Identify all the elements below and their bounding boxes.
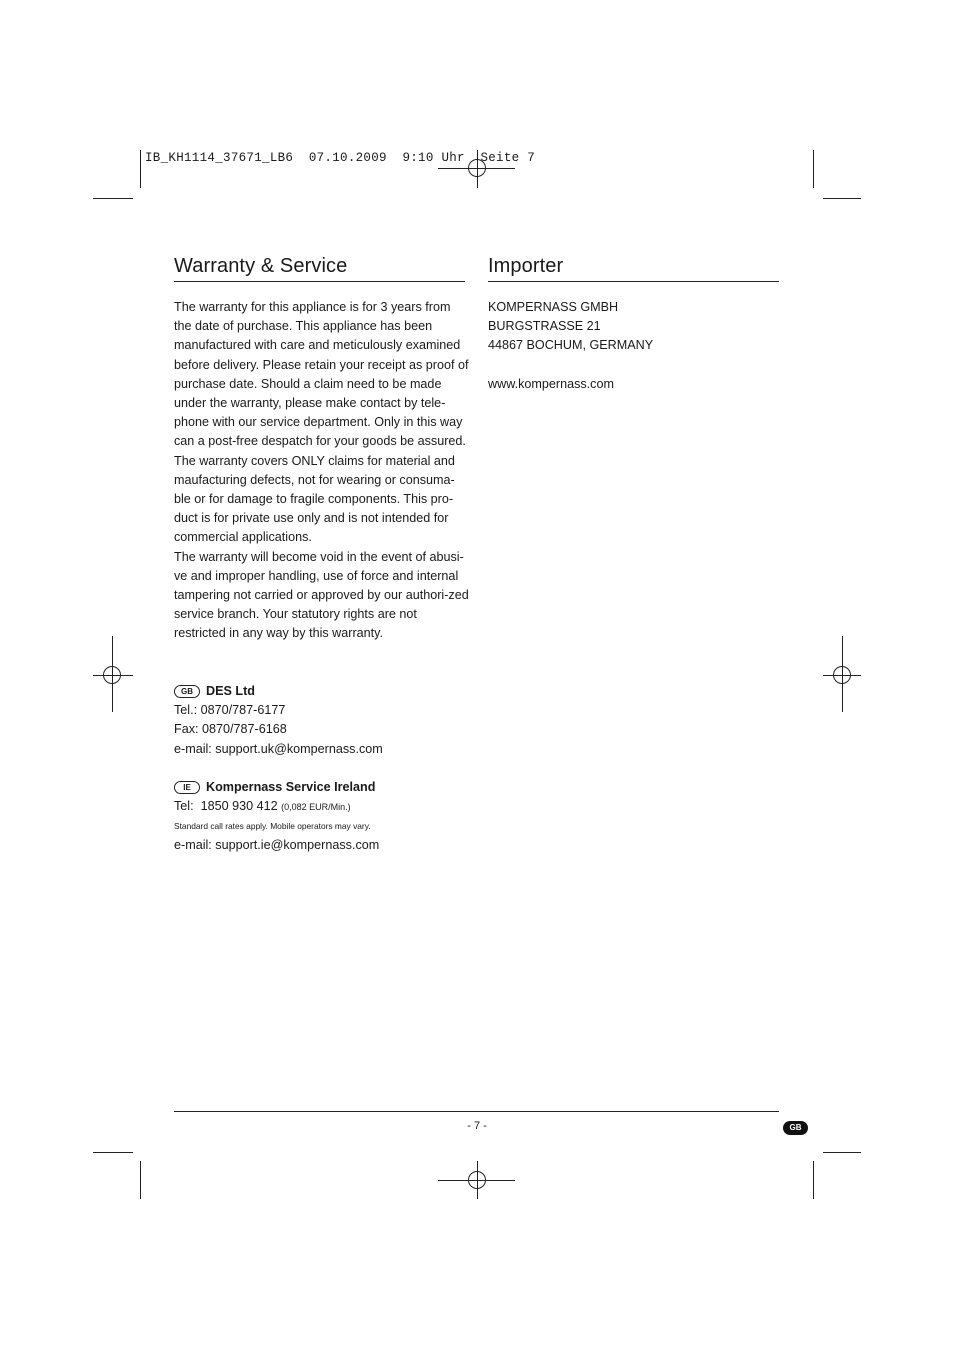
- contact-ie-email: e-mail: support.ie@kompernass.com: [174, 838, 380, 853]
- importer-address: [488, 298, 653, 394]
- contact-gb-title: [174, 682, 383, 701]
- contact-ie-tel-label: Tel:: [174, 799, 194, 814]
- warranty-paragraph: The warranty covers ONLY claims for material and maufacturing defects, not for wearing or consuma-ble or for damage to fragile components. This pro-duct is for private use only and is not intended for commercial applications.: [174, 453, 455, 545]
- contact-gb: [174, 682, 383, 759]
- warranty-paragraph: The warranty will become void in the event of abusi-ve and improper handling, use of force and internal tampering not carried or approved by our authori-zed service branch. Your statutory rights are not restricted in any way by this warranty.: [174, 549, 469, 641]
- contact-gb-fax: Fax: 0870/787-6168: [174, 722, 287, 737]
- crop-mark: [93, 198, 133, 199]
- warranty-text: [174, 298, 470, 644]
- crop-mark: [823, 198, 861, 199]
- importer-heading-rule: [488, 281, 779, 282]
- contact-ie-tel-rate: (0,082 EUR/Min.): [281, 802, 351, 813]
- contact-gb-tel: Tel.: 0870/787-6177: [174, 703, 286, 718]
- gb-language-badge: GB: [783, 1121, 808, 1135]
- registration-circle-icon: [833, 666, 851, 684]
- crop-mark: [140, 1161, 141, 1199]
- crop-mark: [813, 1161, 814, 1199]
- contact-ie-note: Standard call rates apply. Mobile operators may vary.: [174, 821, 371, 832]
- warranty-paragraph: The warranty for this appliance is for 3 years from the date of purchase. This appliance has been manufactured with care and meticulously examined before delivery. Please retain your receipt as proof of purchase date. Should a claim need to be made under the warranty, please make contact by tele-phone with our service department. Only in this way can a post-free despatch for your goods be assured.: [174, 300, 469, 449]
- warranty-heading-rule: [174, 281, 465, 282]
- importer-company: KOMPERNASS GMBH: [488, 300, 619, 314]
- contact-ie-name: Kompernass Service Ireland: [206, 780, 376, 794]
- gb-country-badge: GB: [174, 685, 200, 698]
- crop-mark: [93, 1152, 133, 1153]
- crop-mark: [140, 150, 141, 188]
- contact-ie-tel: [174, 797, 379, 817]
- importer-website: www.kompernass.com: [488, 376, 614, 391]
- warranty-heading: Warranty & Service: [174, 255, 348, 277]
- contact-gb-name: DES Ltd: [206, 684, 255, 698]
- importer-spacer: [488, 356, 653, 375]
- printer-slug: IB_KH1114_37671_LB6 07.10.2009 9:10 Uhr Seite 7: [145, 151, 536, 165]
- contact-ie-title: [174, 778, 379, 797]
- footer-rule: [174, 1111, 779, 1112]
- registration-circle-icon: [103, 666, 121, 684]
- page-number: - 7 -: [467, 1120, 487, 1132]
- importer-street: BURGSTRASSE 21: [488, 319, 601, 334]
- contact-ie: [174, 778, 379, 856]
- crop-mark: [813, 150, 814, 188]
- crop-mark: [823, 1152, 861, 1153]
- registration-circle-icon: [468, 1171, 486, 1189]
- ie-country-badge: IE: [174, 781, 200, 794]
- contact-ie-tel-number: 1850 930 412: [200, 799, 278, 814]
- importer-city: 44867 BOCHUM, GERMANY: [488, 338, 654, 353]
- contact-gb-email: e-mail: support.uk@kompernass.com: [174, 741, 383, 756]
- importer-heading: Importer: [488, 255, 564, 277]
